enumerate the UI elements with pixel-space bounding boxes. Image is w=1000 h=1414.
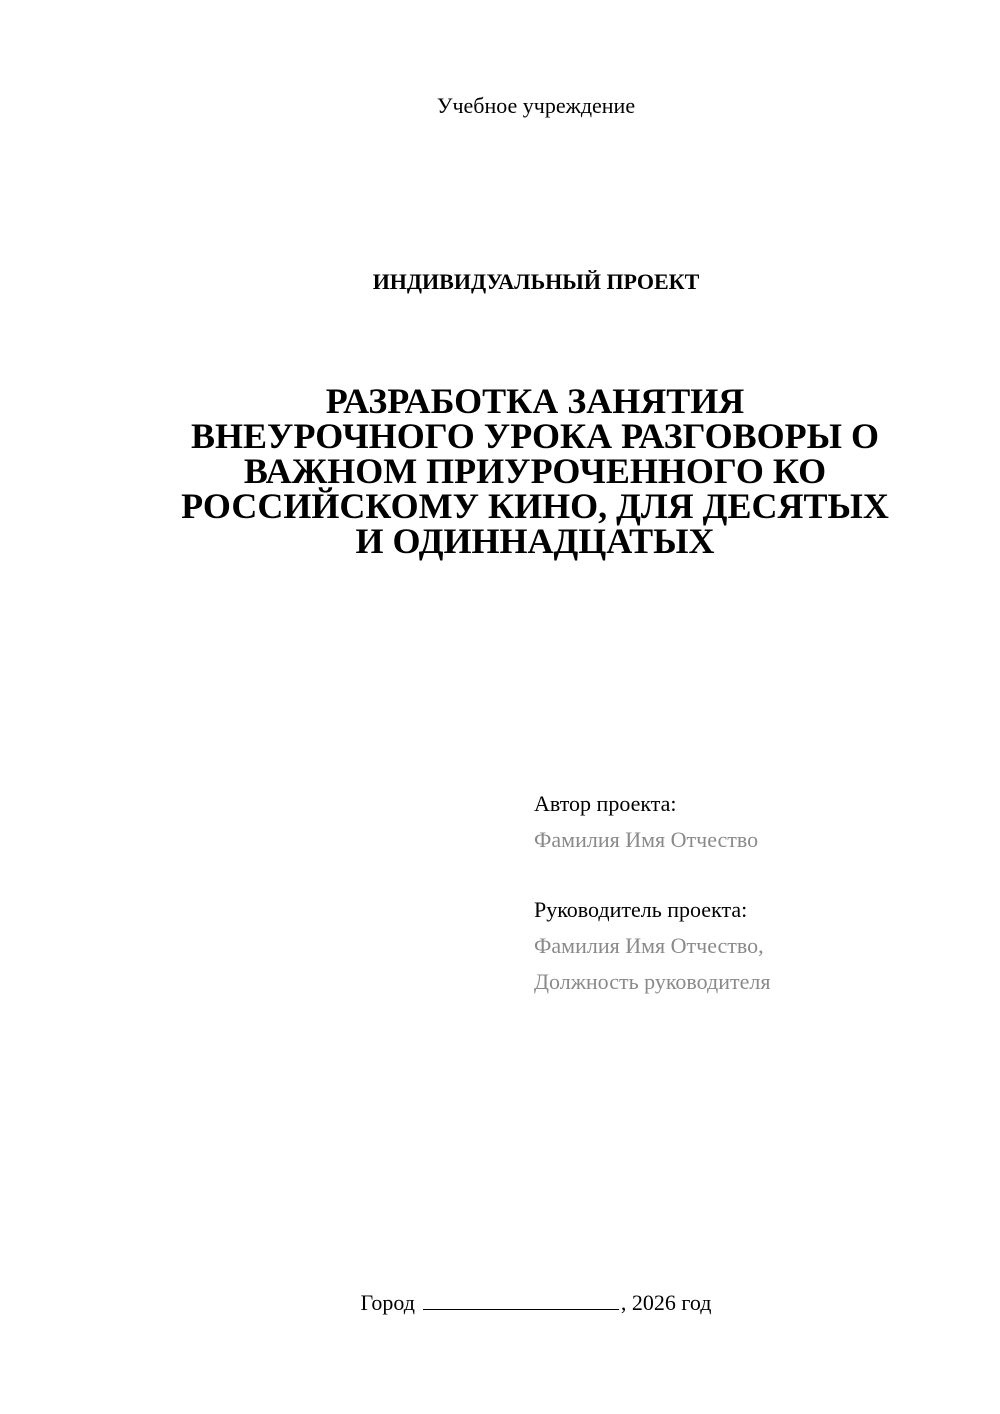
city-blank-line	[423, 1289, 619, 1310]
author-label: Автор проекта:	[534, 791, 677, 816]
author-block	[534, 786, 964, 858]
supervisor-label: Руководитель проекта:	[534, 897, 748, 922]
year-text: , 2026 год	[620, 1290, 712, 1315]
supervisor-name: Фамилия Имя Отчество,	[534, 933, 764, 958]
project-title-line: РАЗРАБОТКА ЗАНЯТИЯ	[325, 381, 745, 421]
city-year-footer	[0, 1288, 1000, 1318]
supervisor-block	[534, 892, 964, 1000]
author-name: Фамилия Имя Отчество	[534, 827, 759, 852]
institution-name: Учебное учреждение	[436, 93, 636, 118]
document-type-heading: ИНДИВИДУАЛЬНЫЙ ПРОЕКТ	[372, 269, 700, 294]
project-title	[140, 381, 930, 561]
supervisor-position: Должность руководителя	[534, 969, 771, 994]
project-title-line: РОССИЙСКОМУ КИНО, ДЛЯ ДЕСЯТЫХ	[181, 486, 889, 526]
project-title-line: И ОДИННАДЦАТЫХ	[355, 521, 715, 561]
city-label: Город	[360, 1290, 415, 1315]
project-title-line: ВАЖНОМ ПРИУРОЧЕННОГО КО	[243, 451, 827, 491]
project-title-line: ВНЕУРОЧНОГО УРОКА РАЗГОВОРЫ О	[191, 416, 879, 456]
